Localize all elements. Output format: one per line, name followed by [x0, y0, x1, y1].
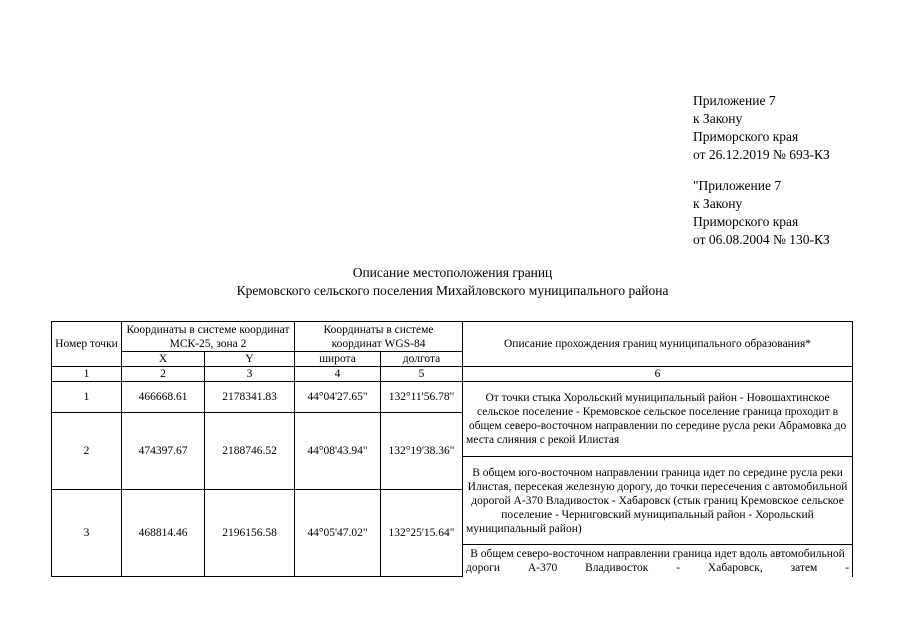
- appendix-old-line3: Приморского края: [693, 214, 799, 229]
- column-number: 6: [463, 367, 853, 382]
- latitude: 44°04'27.65": [295, 382, 381, 413]
- header-wgs-coordinates: Координаты в системе координат WGS-84: [295, 322, 463, 352]
- boundary-description: От точки стыка Хорольский муниципальный район - Новошахтинское сельское поселение - Кремовское сельское поселение граница проходит в общем северо-восточном направлении по середине русла реки Абрамовка до места слияния с рекой Илистая: [463, 382, 853, 457]
- x-coordinate: 474397.67: [122, 413, 205, 490]
- appendix-new-line2: к Закону: [693, 111, 743, 126]
- header-longitude: долгота: [381, 352, 463, 367]
- x-coordinate: 468814.46: [122, 490, 205, 577]
- y-coordinate: 2188746.52: [205, 413, 295, 490]
- appendix-old-line1: "Приложение 7: [693, 178, 782, 193]
- boundary-description: В общем северо-восточном направлении граница идет вдоль автомобильной дороги А-370 Владивосток - Хабаровск, затем -: [463, 545, 853, 577]
- header-x: X: [122, 352, 205, 367]
- point-number: 2: [52, 413, 122, 490]
- boundary-points-table: [51, 321, 853, 577]
- boundary-description: В общем юго-восточном направлении граница идет по середине русла реки Илистая, пересекая железную дорогу, до точки пересечения с автомобильной дорогой А-370 Владивосток - Хабаровск (стык границ Кремовское сельское поселение - Черниговский муниципальный район - Хорольский муниципальный район): [463, 457, 853, 545]
- header-point-number: Номер точки: [52, 322, 122, 367]
- header-latitude: широта: [295, 352, 381, 367]
- appendix-old-line2: к Закону: [693, 196, 743, 211]
- document-title-line1: Описание местоположения границ: [352, 265, 553, 280]
- column-number: 2: [122, 367, 205, 382]
- appendix-new-line4: от 26.12.2019 № 693-КЗ: [693, 147, 830, 162]
- column-number: 5: [381, 367, 463, 382]
- header-msk-coordinates: Координаты в системе координат МСК-25, зона 2: [122, 322, 295, 352]
- point-number: 3: [52, 490, 122, 577]
- column-number: 1: [52, 367, 122, 382]
- document-title-line2: Кремовского сельского поселения Михайловского муниципального района: [236, 283, 669, 298]
- longitude: 132°11'56.78": [381, 382, 463, 413]
- latitude: 44°08'43.94": [295, 413, 381, 490]
- longitude: 132°19'38.36": [381, 413, 463, 490]
- x-coordinate: 466668.61: [122, 382, 205, 413]
- point-number: 1: [52, 382, 122, 413]
- y-coordinate: 2196156.58: [205, 490, 295, 577]
- header-y: Y: [205, 352, 295, 367]
- y-coordinate: 2178341.83: [205, 382, 295, 413]
- header-boundary-description: Описание прохождения границ муниципального образования*: [463, 322, 853, 367]
- appendix-new-line3: Приморского края: [693, 129, 799, 144]
- column-number: 4: [295, 367, 381, 382]
- appendix-old-line4: от 06.08.2004 № 130-КЗ: [693, 232, 830, 247]
- table-row: [52, 382, 853, 413]
- appendix-old-block: [693, 177, 830, 249]
- latitude: 44°05'47.02": [295, 490, 381, 577]
- column-number: 3: [205, 367, 295, 382]
- appendix-new-line1: Приложение 7: [693, 93, 776, 108]
- appendix-new-block: [693, 92, 830, 164]
- longitude: 132°25'15.64": [381, 490, 463, 577]
